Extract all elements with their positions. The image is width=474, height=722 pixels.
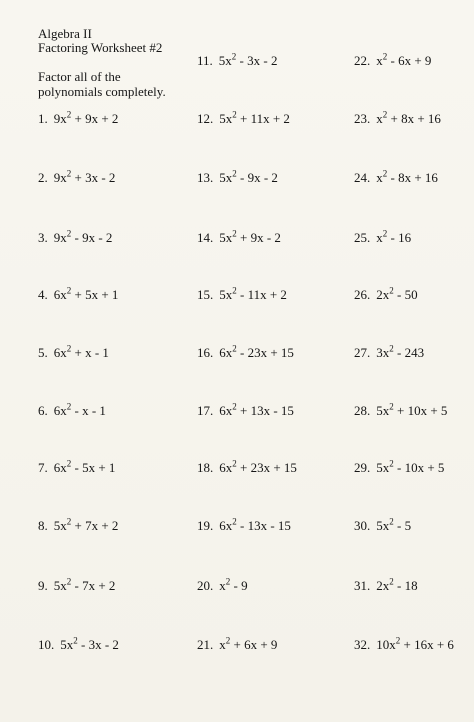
problem-14: 14. $5x^2 + 9x - 2$ xyxy=(197,228,281,245)
problem-24: 24. $x^2 - 8x + 16$ xyxy=(354,168,438,185)
problem-12: 12. $5x^2 + 11x + 2$ xyxy=(197,109,290,126)
problem-28: 28. $5x^2 + 10x + 5$ xyxy=(354,401,448,418)
problem-18: 18. $6x^2 + 23x + 15$ xyxy=(197,458,297,475)
problem-7: 7. $6x^2 - 5x + 1$ xyxy=(38,458,116,475)
problem-13: 13. $5x^2 - 9x - 2$ xyxy=(197,168,278,185)
problem-30: 30. $5x^2 - 5$ xyxy=(354,516,412,533)
problem-column-2 xyxy=(197,0,347,722)
problem-column-1 xyxy=(38,0,188,722)
problem-29: 29. $5x^2 - 10x + 5$ xyxy=(354,458,445,475)
problem-19: 19. $6x^2 - 13x - 15$ xyxy=(197,516,291,533)
problem-11: 11. $5x^2 - 3x - 2$ xyxy=(197,51,278,68)
problem-3: 3. $9x^2 - 9x - 2$ xyxy=(38,228,113,245)
problem-6: 6. $6x^2$ - x - 1 xyxy=(38,401,106,418)
problem-8: 8. $5x^2 + 7x + 2$ xyxy=(38,516,119,533)
problem-32: 32. $10x^2 + 16x + 6$ xyxy=(354,635,454,652)
problem-1: 1. $9x^2 + 9x + 2$ xyxy=(38,109,119,126)
instructions-line-2: polynomials completely. xyxy=(38,84,166,99)
problem-26: 26. $2x^2 - 50$ xyxy=(354,285,418,302)
problem-16: 16. $6x^2 - 23x + 15$ xyxy=(197,343,294,360)
problem-21: 21. $x^2 + 6x + 9$ xyxy=(197,635,278,652)
problem-27: 27. $3x^2 - 243$ xyxy=(354,343,425,360)
problem-9: 9. $5x^2 - 7x + 2$ xyxy=(38,576,116,593)
problem-5: 5. $6x^2 + x - 1$ xyxy=(38,343,109,360)
problem-10: 10. $5x^2 - 3x - 2$ xyxy=(38,635,119,652)
problem-column-3 xyxy=(354,0,474,722)
problem-2: 2. $9x^2 + 3x - 2$ xyxy=(38,168,116,185)
problem-25: 25. $x^2 - 16$ xyxy=(354,228,412,245)
problem-4: 4. $6x^2 + 5x + 1$ xyxy=(38,285,119,302)
problem-15: 15. $5x^2 - 11x + 2$ xyxy=(197,285,287,302)
course-title: Algebra II xyxy=(38,26,92,41)
problem-17: 17. $6x^2 + 13x - 15$ xyxy=(197,401,294,418)
problem-22: 22. $x^2 - 6x + 9$ xyxy=(354,51,432,68)
instructions-line-1: Factor all of the xyxy=(38,69,121,84)
problem-20: 20. $x^2 - 9$ xyxy=(197,576,248,593)
problem-23: 23. $x^2 + 8x + 16$ xyxy=(354,109,441,126)
worksheet-title: Factoring Worksheet #2 xyxy=(38,40,163,55)
problem-31: 31. $2x^2 - 18$ xyxy=(354,576,418,593)
